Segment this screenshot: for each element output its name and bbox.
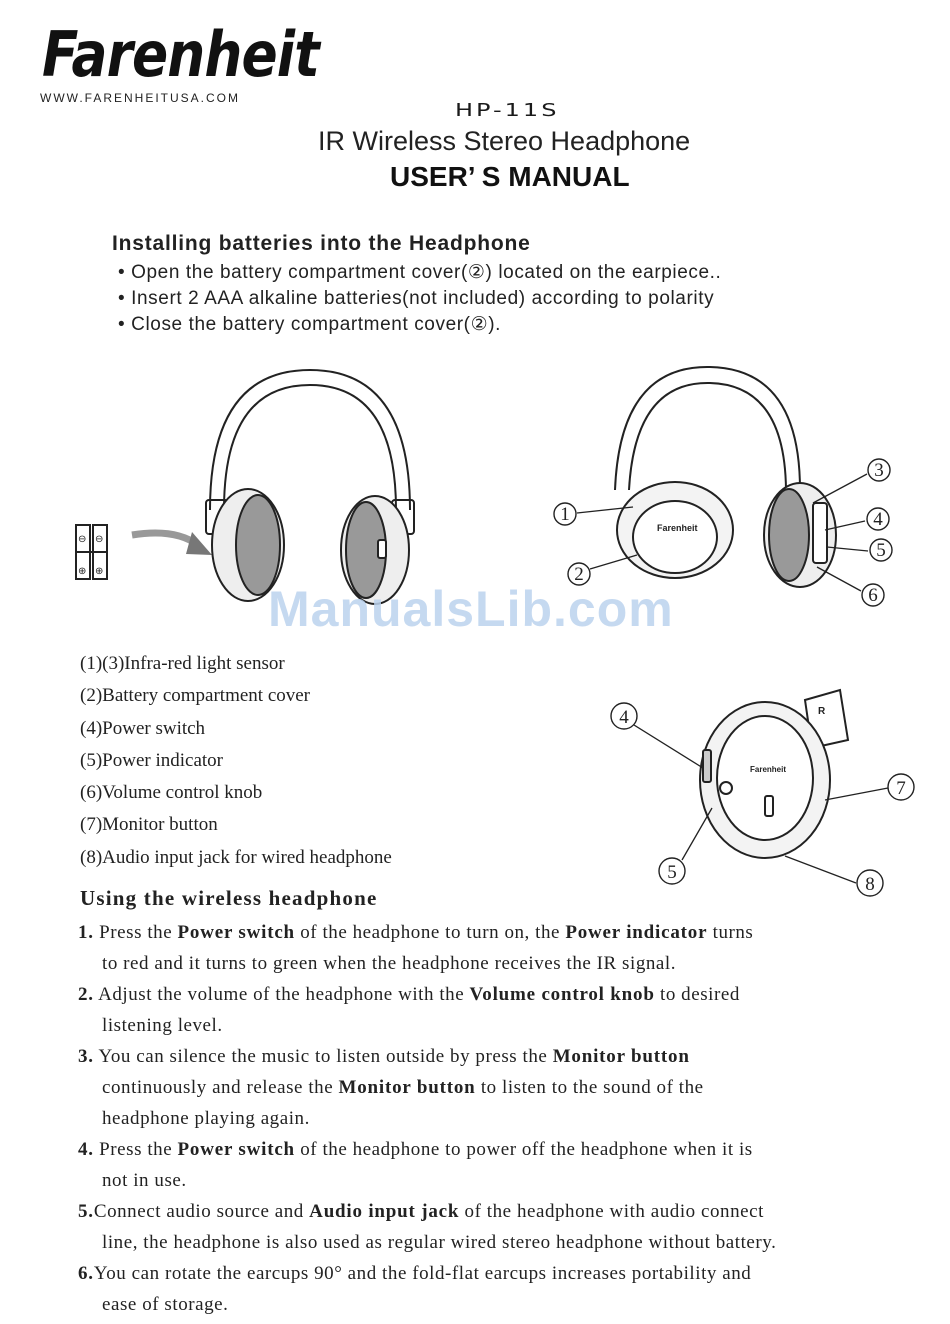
step-text: turns (707, 922, 754, 943)
callout-5: 5 (667, 862, 677, 883)
step-number: 4. (78, 1139, 94, 1160)
step-text: of the headphone to power off the headphone when it is (294, 1139, 753, 1160)
step-bold-term: Audio input jack (309, 1201, 460, 1222)
step-text: to listen to the sound of the (475, 1077, 704, 1098)
install-bullet-list (118, 260, 721, 338)
usage-step-continuation (78, 1103, 918, 1134)
callout-4: 4 (873, 509, 883, 530)
install-bullet: • Insert 2 AAA alkaline batteries(not included) according to polarity (118, 286, 721, 312)
svg-text:⊕: ⊕ (95, 566, 104, 577)
parts-list-item: (6)Volume control knob (80, 782, 263, 804)
usage-step-continuation (78, 1227, 918, 1258)
earcup-r-label: R (818, 706, 826, 717)
callout-4: 4 (619, 707, 629, 728)
step-text: Adjust the volume of the headphone with the (93, 984, 470, 1005)
step-number: 6. (78, 1263, 94, 1284)
aaa-batteries-icon (76, 525, 107, 579)
callout-5: 5 (876, 540, 886, 561)
svg-text:⊕: ⊕ (78, 566, 87, 577)
step-bold-term: Volume control knob (469, 984, 655, 1005)
callout-2: 2 (574, 564, 584, 585)
usage-step-continuation (78, 1289, 918, 1320)
usage-step-continuation (78, 1072, 918, 1103)
model-number: HP-11S (455, 99, 560, 121)
callout-3: 3 (874, 460, 884, 481)
headphone-front-view-icon (615, 367, 836, 587)
figure-headphone-parts (545, 355, 905, 615)
product-subtitle: IR Wireless Stereo Headphone (318, 126, 691, 156)
step-bold-term: Monitor button (552, 1046, 690, 1067)
step-text: line, the headphone is also used as regular wired stereo headphone without battery. (102, 1232, 777, 1253)
usage-step-continuation (78, 948, 918, 979)
website-url: WWW.FARENHEITUSA.COM (40, 91, 240, 105)
step-number: 2. (78, 984, 94, 1005)
usage-step-continuation (78, 1010, 918, 1041)
step-text: to desired (654, 984, 740, 1005)
insert-arrow-icon (132, 532, 212, 555)
step-text: not in use. (102, 1170, 187, 1191)
step-text: Press the (93, 1139, 178, 1160)
step-number: 1. (78, 922, 94, 943)
manualslib-watermark: ManualsLib.com (268, 581, 674, 637)
step-text: You can rotate the earcups 90° and the fold-flat earcups increases portability and (93, 1263, 752, 1284)
usage-section-title: Using the wireless headphone (80, 886, 378, 910)
manual-title: USER’ S MANUAL (390, 161, 630, 192)
parts-list-item: (5)Power indicator (80, 749, 223, 771)
headphone-side-view-icon (206, 370, 414, 604)
step-bold-term: Power indicator (565, 922, 708, 943)
parts-list-item: (4)Power switch (80, 717, 206, 739)
step-text: continuously and release the (102, 1077, 339, 1098)
step-text: to red and it turns to green when the headphone receives the IR signal. (102, 953, 677, 974)
usage-step (78, 1041, 918, 1072)
step-bold-term: Power switch (177, 922, 295, 943)
parts-list-item: (1)(3)Infra-red light sensor (80, 653, 285, 674)
step-text: of the headphone to turn on, the (294, 922, 566, 943)
callout-6: 6 (868, 585, 878, 606)
svg-text:⊖: ⊖ (95, 534, 104, 545)
parts-list-item: (2)Battery compartment cover (80, 685, 311, 707)
usage-step (78, 1258, 918, 1289)
earcup-brand-label: Farenheit (750, 765, 787, 774)
earcup-closeup-icon (700, 690, 848, 858)
step-text: Press the (93, 922, 178, 943)
usage-steps-list (78, 917, 918, 1320)
step-bold-term: Power switch (177, 1139, 295, 1160)
parts-list (80, 648, 392, 874)
step-bold-term: Monitor button (338, 1077, 476, 1098)
brand-logo: Farenheit (42, 18, 319, 91)
figure-battery-install (70, 350, 450, 610)
install-section-title: Installing batteries into the Headphone (112, 232, 531, 255)
step-text: You can silence the music to listen outside by press the (93, 1046, 553, 1067)
figure-earcup-closeup (600, 680, 930, 905)
callout-8: 8 (865, 874, 875, 895)
usage-step (78, 917, 918, 948)
step-number: 5. (78, 1201, 94, 1222)
usage-step-continuation (78, 1165, 918, 1196)
step-text: ease of storage. (102, 1294, 229, 1315)
step-text: headphone playing again. (102, 1108, 310, 1129)
step-text: Connect audio source and (93, 1201, 310, 1222)
callout-1: 1 (560, 504, 570, 525)
svg-text:⊖: ⊖ (78, 534, 87, 545)
usage-step (78, 979, 918, 1010)
parts-list-item: (8)Audio input jack for wired headphone (80, 846, 392, 868)
step-text: of the headphone with audio connect (459, 1201, 764, 1222)
usage-step (78, 1134, 918, 1165)
earcup-brand-label: Farenheit (657, 523, 698, 533)
install-bullet: • Close the battery compartment cover(②). (118, 312, 721, 338)
callout-7: 7 (896, 778, 906, 799)
install-bullet: • Open the battery compartment cover(②) located on the earpiece.. (118, 260, 721, 286)
parts-list-item: (7)Monitor button (80, 814, 218, 836)
step-text: listening level. (102, 1015, 223, 1036)
usage-step (78, 1196, 918, 1227)
step-number: 3. (78, 1046, 94, 1067)
